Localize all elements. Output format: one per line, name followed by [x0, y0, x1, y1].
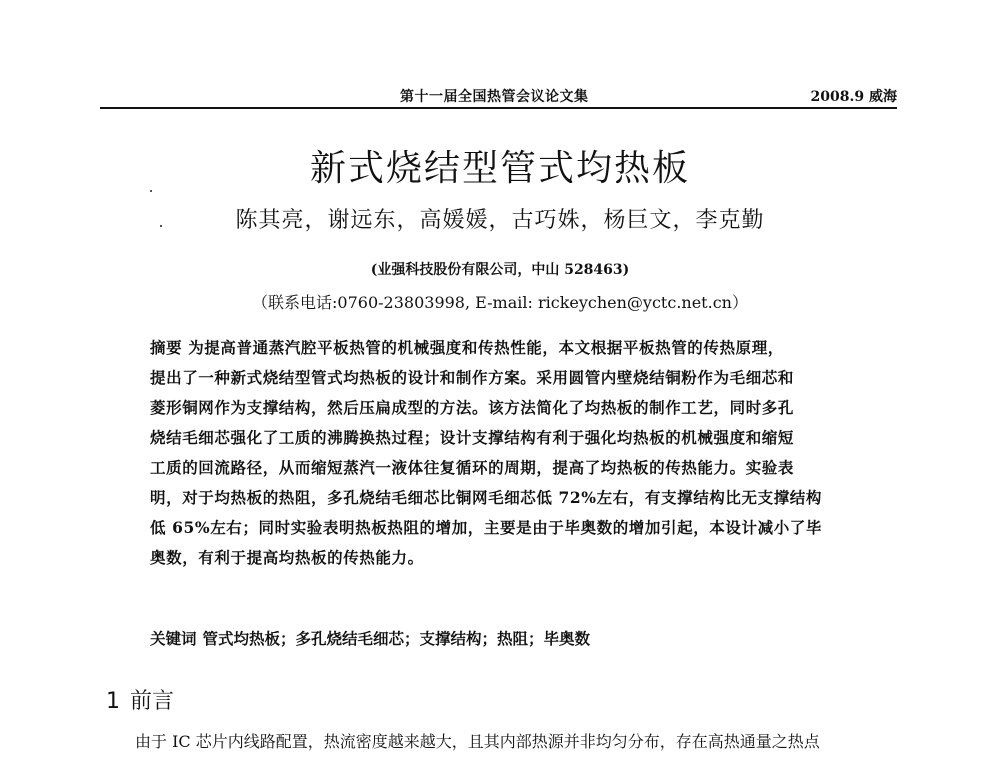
proceedings-title: 第十一届全国热管会议论文集	[400, 89, 589, 105]
paper-title: 新式烧结型管式均热板	[309, 148, 690, 189]
abstract-text: 为提高普通蒸汽腔平板热管的机械强度和传热性能，本文根据平板热管的传热原理，	[188, 338, 784, 357]
keywords-label: 关键词	[150, 629, 197, 648]
keywords	[150, 624, 860, 654]
abstract-label: 摘要	[150, 338, 183, 357]
section-title: 前言	[130, 689, 175, 714]
abstract-line: 明，对于均热板的热阻，多孔烧结毛细芯比铜网毛细芯低 72%左右，有支撑结构比无支撑结构	[150, 488, 822, 507]
abstract-line: 低 65%左右；同时实验表明热板热阻的增加，主要是由于毕奥数的增加引起，本设计减小了毕	[150, 518, 822, 537]
abstract-line: 工质的回流路径，从而缩短蒸汽一液体往复循环的周期，提高了均热板的传热能力。实验表	[150, 458, 795, 477]
header-rule	[100, 107, 897, 109]
section-number: 1	[106, 689, 120, 714]
author-list: 陈其亮，谢远东，高媛媛，古巧姝，杨巨文，李克勤	[235, 208, 765, 233]
abstract	[150, 333, 860, 573]
section-heading	[106, 684, 174, 715]
running-header	[100, 86, 897, 108]
scan-speck	[150, 190, 152, 192]
abstract-line: 提出了一种新式烧结型管式均热板的设计和制作方案。采用圆管内壁烧结铜粉作为毛细芯和	[150, 368, 795, 387]
abstract-line	[150, 333, 860, 363]
abstract-line: 奥数，有利于提高均热板的传热能力。	[150, 548, 424, 567]
scan-speck	[160, 225, 162, 227]
abstract-line: 菱形铜网作为支撑结构，然后压扁成型的方法。该方法简化了均热板的制作工艺，同时多孔	[150, 398, 795, 417]
body-paragraph: 由于 IC 芯片内线路配置，热流密度越来越大，且其内部热源并非均匀分布，存在高热通量之热点	[135, 732, 820, 751]
affiliation: (业强科技股份有限公司，中山 528463)	[370, 262, 630, 278]
contact-info: （联系电话:0760-23803998, E-mail: rickeychen@yctc.net.cn）	[252, 293, 748, 312]
keywords-text: 管式均热板；多孔烧结毛细芯；支撑结构；热阻；毕奥数	[202, 629, 591, 648]
abstract-line: 烧结毛细芯强化了工质的沸腾换热过程；设计支撑结构有利于强化均热板的机械强度和缩短	[150, 428, 795, 447]
date-place: 2008.9 威海	[810, 89, 897, 105]
